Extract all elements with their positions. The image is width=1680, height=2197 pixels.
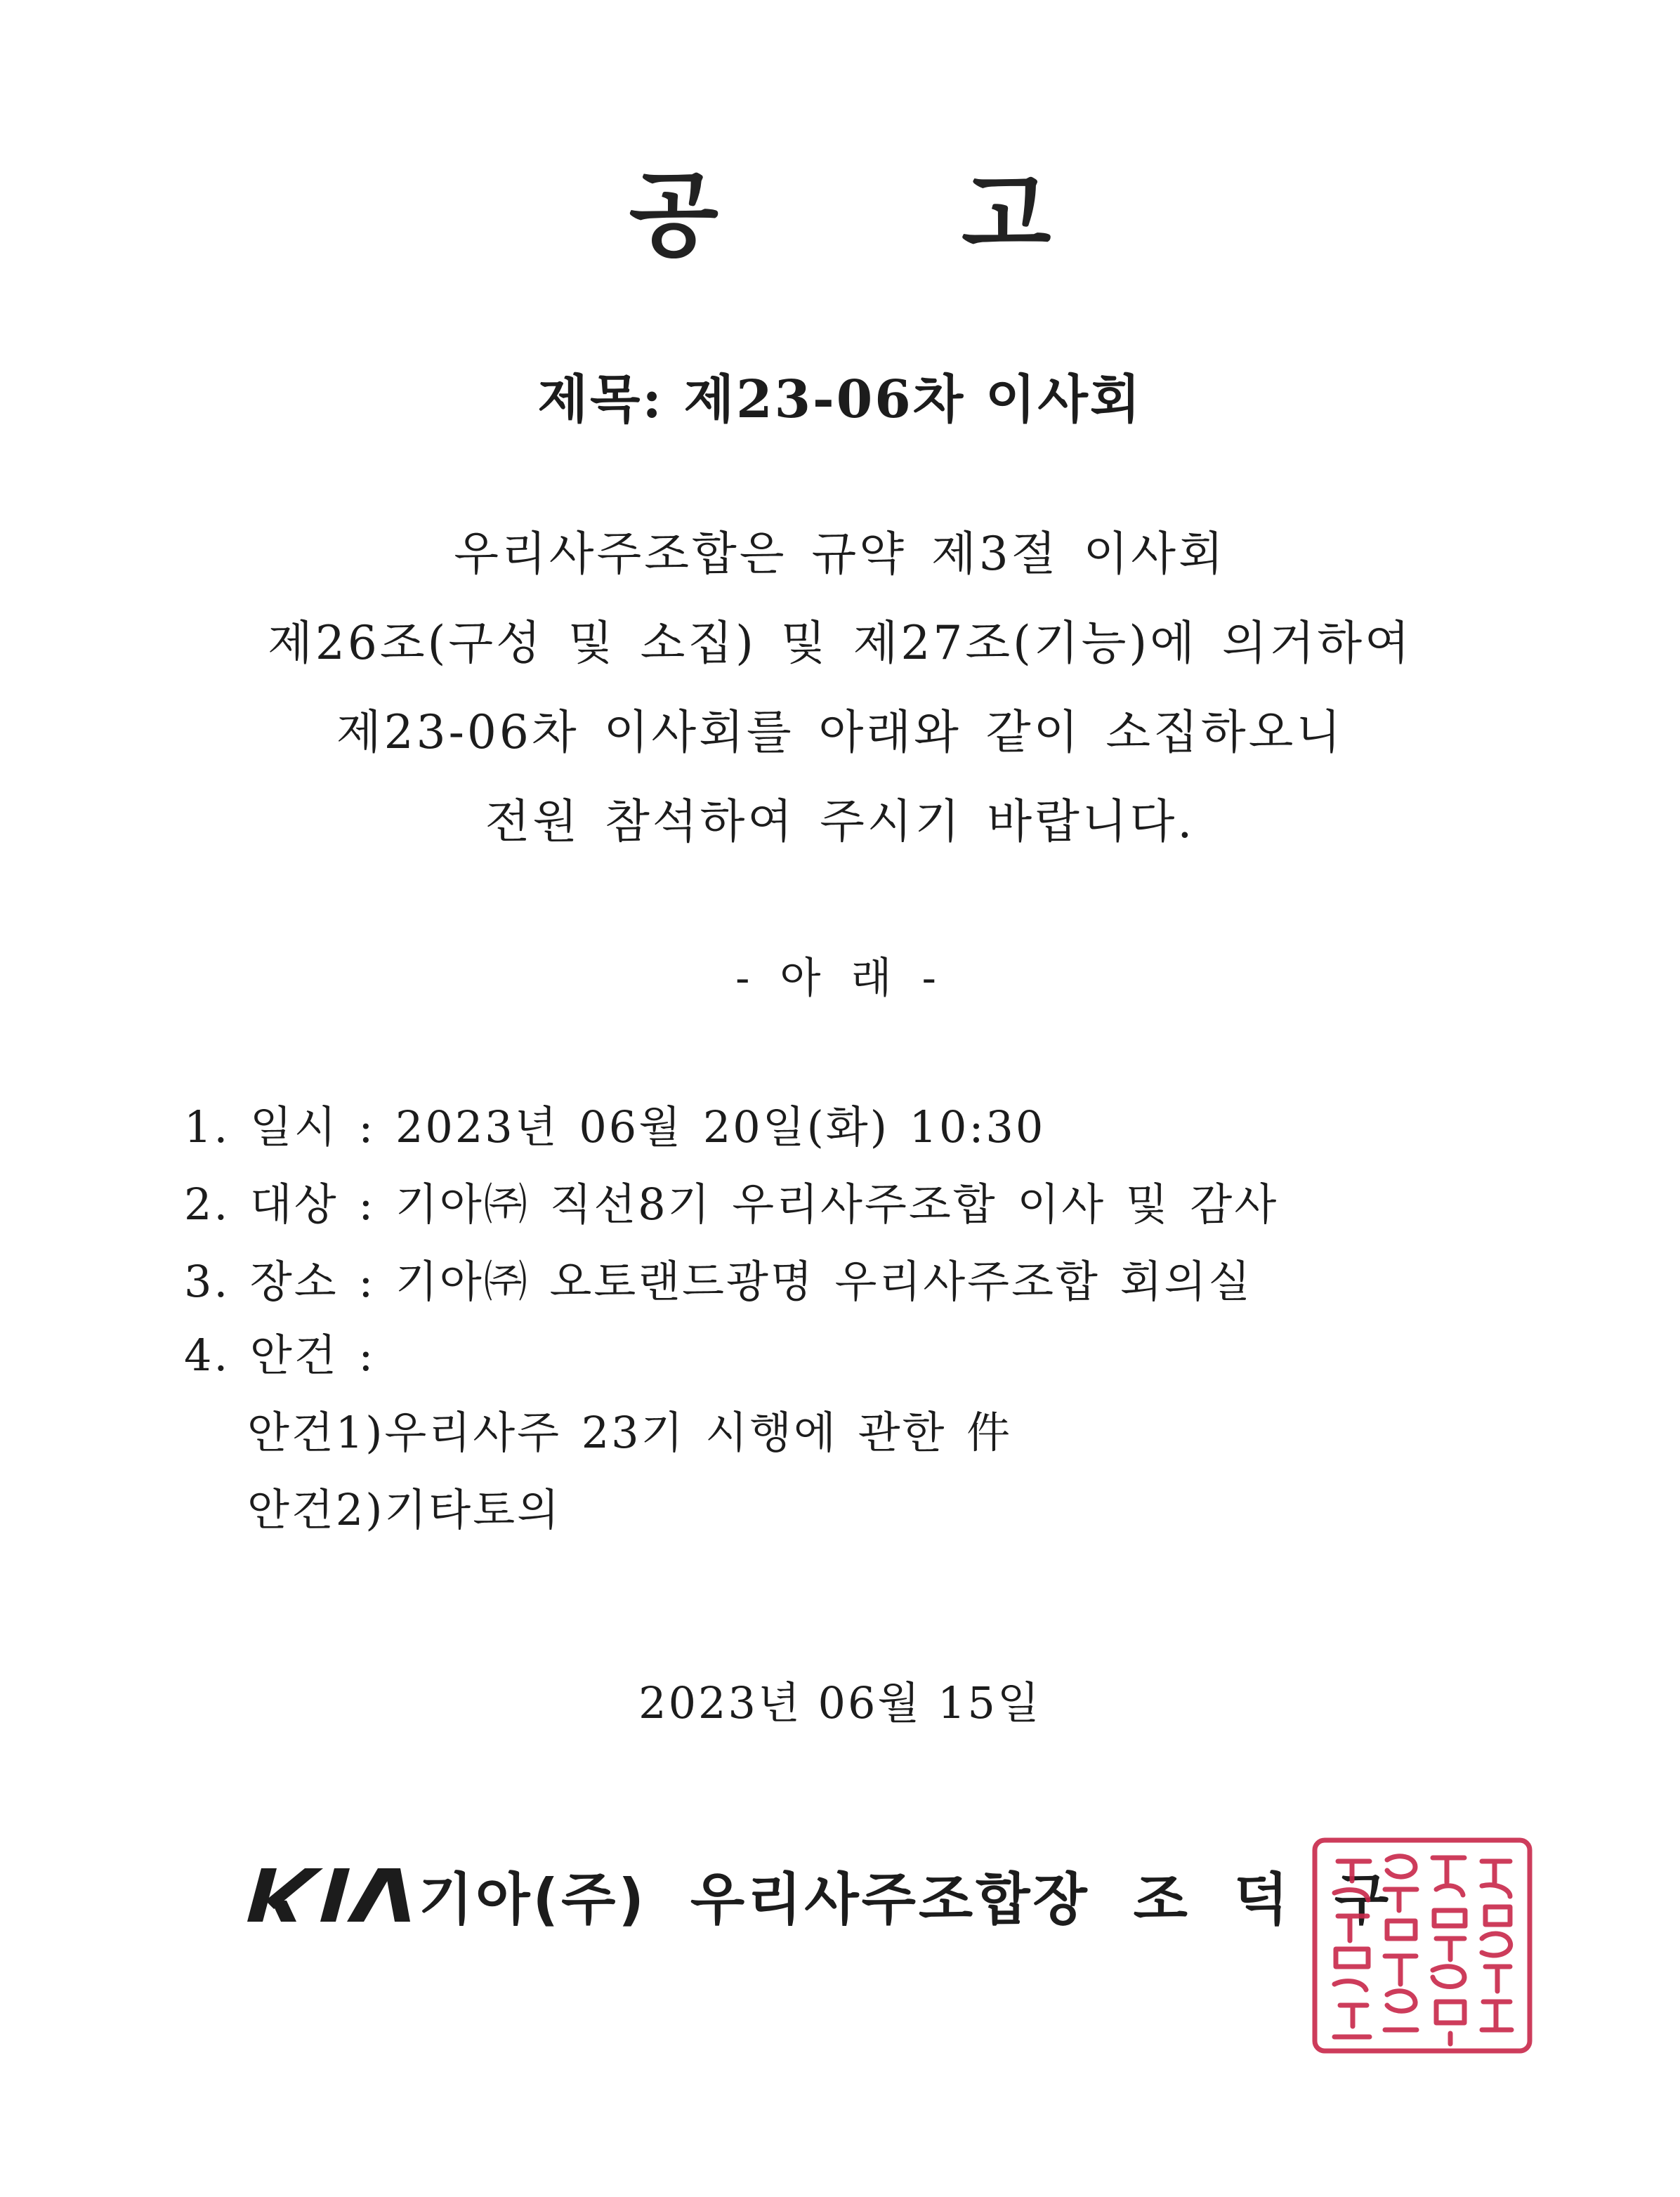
notice-date: 2023년 06월 15일 (638, 1677, 1042, 1729)
item-attendees: 2. 대상 : 기아㈜ 직선8기 우리사주조합 이사 및 감사 (184, 1179, 1279, 1230)
kia-logo (244, 1860, 413, 1930)
section-separator: - 아 래 - (735, 954, 945, 1003)
body-line-3: 제23-06차 이사회를 아래와 같이 소집하오니 (336, 705, 1344, 759)
item-agenda-heading: 4. 안건 : (184, 1330, 376, 1381)
body-line-1: 우리사주조합은 규약 제3절 이사회 (454, 527, 1226, 581)
body-line-2: 제26조(구성 및 소집) 및 제27조(기능)에 의거하여 (268, 616, 1412, 670)
agenda-item-1: 안건1)우리사주 23기 시행에 관한 件 (247, 1407, 1013, 1458)
agenda-item-2: 안건2)기타토의 (247, 1484, 561, 1535)
signer-name: 기아(주) 우리사주조합장 조 덕 구 (419, 1867, 1392, 1932)
notice-subject: 제목: 제23-06차 이사회 (537, 369, 1143, 430)
official-seal-stamp (1306, 1833, 1538, 2058)
item-location: 3. 장소 : 기아㈜ 오토랜드광명 우리사주조합 회의실 (184, 1256, 1253, 1307)
body-line-4: 전원 참석하여 주시기 바랍니다. (485, 794, 1195, 848)
notice-title: 공 고 (629, 162, 1157, 270)
item-datetime: 1. 일시 : 2023년 06월 20일(화) 10:30 (184, 1101, 1046, 1153)
